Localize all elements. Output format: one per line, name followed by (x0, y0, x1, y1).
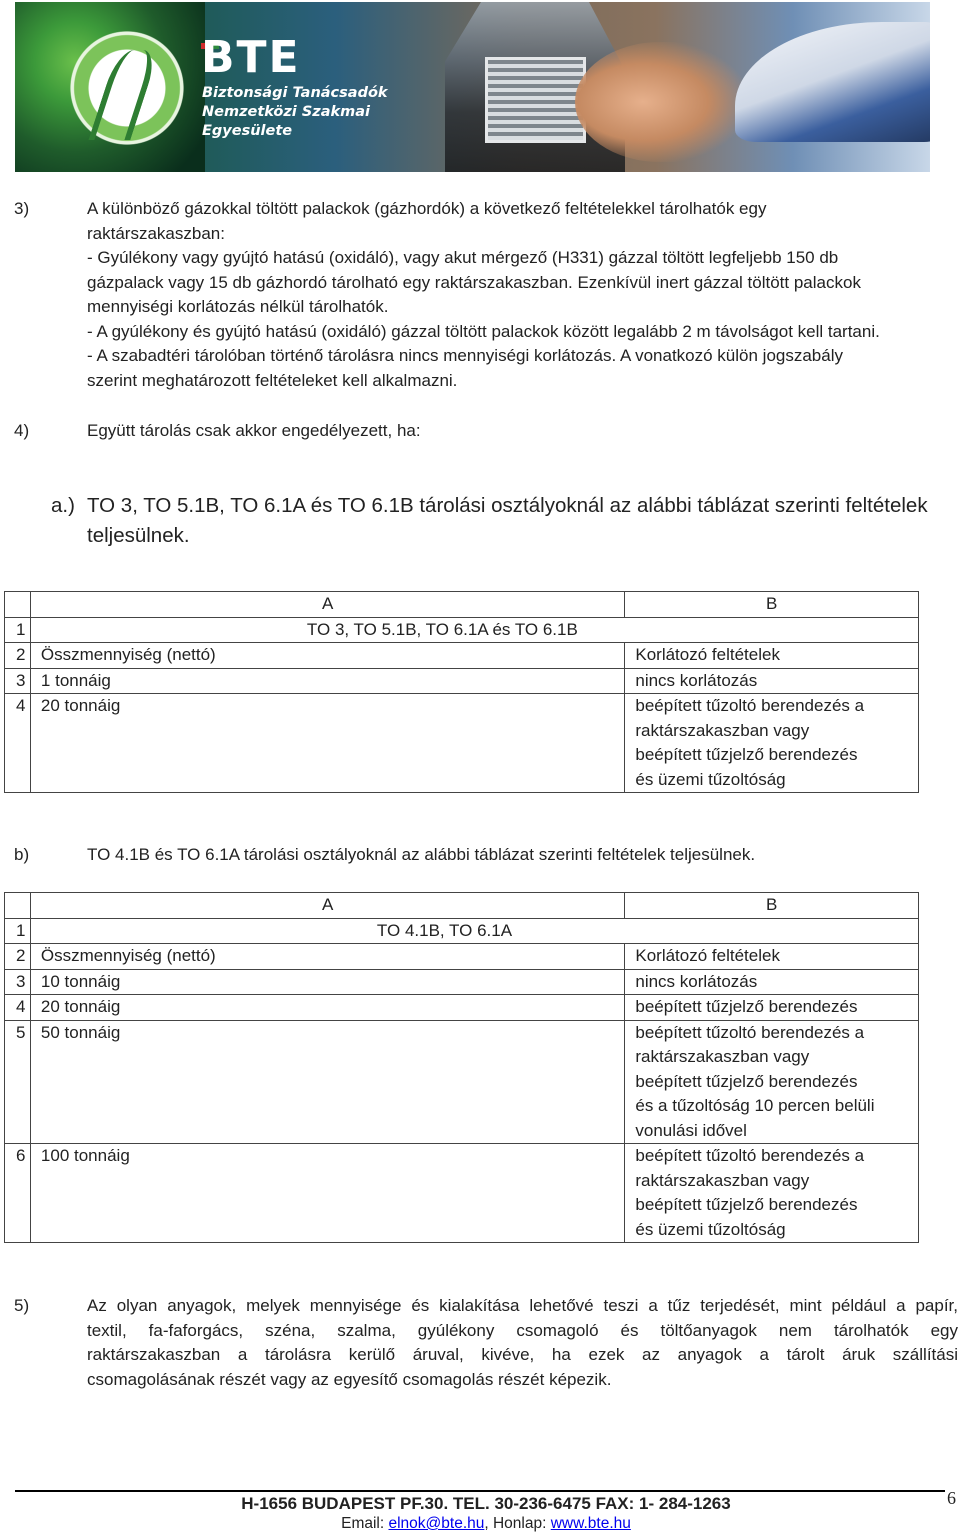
condition-cell: nincs korlátozás (625, 969, 919, 995)
quantity-cell: 20 tonnáig (30, 694, 624, 793)
quantity-cell: Összmennyiség (nettó) (30, 643, 624, 669)
condition-cell: nincs korlátozás (625, 668, 919, 694)
paragraph-line: textil, fa-faforgács, széna, szalma, gyúlékony csomagoló és töltőanyagok nem tárolhatók egy (87, 1320, 958, 1340)
condition-line: beépített tűzoltó berendezés a (635, 696, 865, 715)
table-header-row (5, 893, 919, 919)
paragraph-line: Az olyan anyagok, melyek mennyisége és kialakítása lehetővé teszi a tűz terjedését, mint például a papír, (87, 1296, 958, 1315)
table-cell (5, 893, 31, 919)
item-a-line: teljesülnek. (87, 524, 190, 547)
table-cell (5, 592, 31, 618)
condition-line: beépített tűzjelző berendezés (635, 1071, 858, 1091)
web-label: , Honlap: (484, 1515, 551, 1532)
condition-line: beépített tűzjelző berendezés (635, 1195, 858, 1214)
paragraph-line: gázpalack vagy 15 db gázhordó tárolható egy raktárszakaszban. Ezenkívül inert gázzal töltött palackok (87, 272, 861, 292)
row-number: 3 (5, 668, 31, 694)
row-number: 1 (5, 617, 31, 643)
row-number: 6 (5, 1144, 31, 1243)
item-a-label: a.) (51, 494, 75, 517)
row-number: 2 (5, 643, 31, 669)
column-a-header: A (30, 592, 624, 618)
brand-name: BTE (201, 32, 301, 83)
table-row (5, 1020, 919, 1144)
brand-subtitle (202, 84, 388, 141)
page-number: 6 (947, 1488, 956, 1508)
footer-address: H-1656 BUDAPEST PF.30. TEL. 30-236-6475 FAX: 1- 284-1263 (241, 1494, 731, 1513)
column-a-header: A (30, 893, 624, 919)
item-b-label: b) (14, 845, 30, 864)
column-b-header: B (625, 592, 919, 618)
condition-cell (625, 1020, 919, 1144)
table-header-row (5, 592, 919, 618)
brand-subtitle-line: Biztonsági Tanácsadók (202, 85, 388, 101)
condition-cell (625, 1144, 919, 1243)
quantity-cell: 1 tonnáig (30, 668, 624, 694)
table-row (5, 918, 919, 944)
train-image (735, 22, 930, 142)
footer-contact (0, 1515, 960, 1533)
handshake-image (575, 42, 745, 162)
table-row (5, 617, 919, 643)
condition-cell: beépített tűzjelző berendezés (625, 995, 919, 1021)
condition-line: raktárszakaszban vagy (635, 1047, 810, 1066)
table-row (5, 944, 919, 970)
item-a-line: TO 3, TO 5.1B, TO 6.1A és TO 6.1B tárolási osztályoknál az alábbi táblázat szerinti feltételek (87, 494, 928, 517)
row-number: 2 (5, 944, 31, 970)
column-b-header: B (625, 893, 919, 919)
condition-line: és üzemi tűzoltóság (635, 1219, 786, 1239)
email-link[interactable]: elnok@bte.hu (388, 1515, 485, 1532)
condition-line: és a tűzoltóság 10 percen belüli (635, 1096, 875, 1115)
paragraph-line: csomagolásának részét vagy az egyesítő csomagolás részét képezik. (87, 1369, 612, 1389)
table-row (5, 668, 919, 694)
table-row (5, 995, 919, 1021)
row-number: 4 (5, 995, 31, 1021)
section-5-body (87, 1294, 958, 1392)
item-b-text: TO 4.1B és TO 6.1A tárolási osztályoknál az alábbi táblázat szerinti feltételek teljesülnek. (87, 845, 756, 864)
condition-cell: Korlátozó feltételek (625, 643, 919, 669)
condition-line: raktárszakaszban vagy (635, 720, 810, 740)
condition-cell (625, 694, 919, 793)
storage-table-a (4, 591, 919, 793)
table-row (5, 643, 919, 669)
condition-line: beépített tűzoltó berendezés a (635, 1022, 865, 1042)
paragraph-line: szerint meghatározott feltételeket kell alkalmazni. (87, 370, 458, 390)
paragraph-line: mennyiségi korlátozás nélkül tárolhatók. (87, 297, 389, 316)
header-banner (15, 2, 930, 172)
condition-line: vonulási idővel (635, 1120, 747, 1140)
section-3-number: 3) (14, 199, 30, 218)
paragraph-line: - Gyúlékony vagy gyújtó hatású (oxidáló), vagy akut mérgező (H331) gázzal töltött legfeljebb 150 db (87, 248, 839, 267)
paragraph-line: raktárszakaszban a tárolásra kerülő áruval, kivéve, ha ezek az anyagok a tárolt áruk szállítási (87, 1345, 958, 1364)
row-number: 5 (5, 1020, 31, 1144)
table-row (5, 694, 919, 793)
merged-class-cell: TO 3, TO 5.1B, TO 6.1A és TO 6.1B (30, 617, 918, 643)
quantity-cell: Összmennyiség (nettó) (30, 944, 624, 970)
row-number: 1 (5, 918, 31, 944)
table-row (5, 969, 919, 995)
condition-line: beépített tűzjelző berendezés (635, 745, 858, 764)
paragraph-line: - A szabadtéri tárolóban történő tárolásra nincs mennyiségi korlátozás. A vonatkozó külön jogszabály (87, 346, 843, 365)
condition-line: beépített tűzoltó berendezés a (635, 1146, 865, 1165)
storage-table-b (4, 892, 919, 1243)
table-row (5, 1144, 919, 1243)
paragraph-line: - A gyúlékony és gyújtó hatású (oxidáló) gázzal töltött palackok között legalább 2 m távolságot kell tartani. (87, 321, 880, 341)
footer-divider (15, 1490, 945, 1492)
brand-subtitle-line: Nemzetközi Szakmai (202, 104, 371, 120)
truck-grill-image (485, 57, 586, 143)
section-5-number: 5) (14, 1296, 30, 1315)
item-a-text (87, 491, 937, 551)
quantity-cell: 50 tonnáig (30, 1020, 624, 1144)
quantity-cell: 20 tonnáig (30, 995, 624, 1021)
paragraph-line: raktárszakaszban: (87, 223, 225, 243)
merged-class-cell: TO 4.1B, TO 6.1A (30, 918, 918, 944)
row-number: 4 (5, 694, 31, 793)
website-link[interactable]: www.bte.hu (550, 1515, 631, 1532)
condition-cell: Korlátozó feltételek (625, 944, 919, 970)
brand-subtitle-line: Egyesülete (202, 123, 293, 139)
quantity-cell: 10 tonnáig (30, 969, 624, 995)
email-label: Email: (341, 1515, 389, 1532)
section-4-text: Együtt tárolás csak akkor engedélyezett, ha: (87, 421, 421, 440)
row-number: 3 (5, 969, 31, 995)
quantity-cell: 100 tonnáig (30, 1144, 624, 1243)
condition-line: raktárszakaszban vagy (635, 1170, 810, 1190)
section-4-number: 4) (14, 421, 30, 440)
section-3-body (87, 197, 947, 393)
condition-line: és üzemi tűzoltóság (635, 769, 786, 789)
paragraph-line: A különböző gázokkal töltött palackok (gázhordók) a következő feltételekkel tárolhatók egy (87, 199, 767, 218)
